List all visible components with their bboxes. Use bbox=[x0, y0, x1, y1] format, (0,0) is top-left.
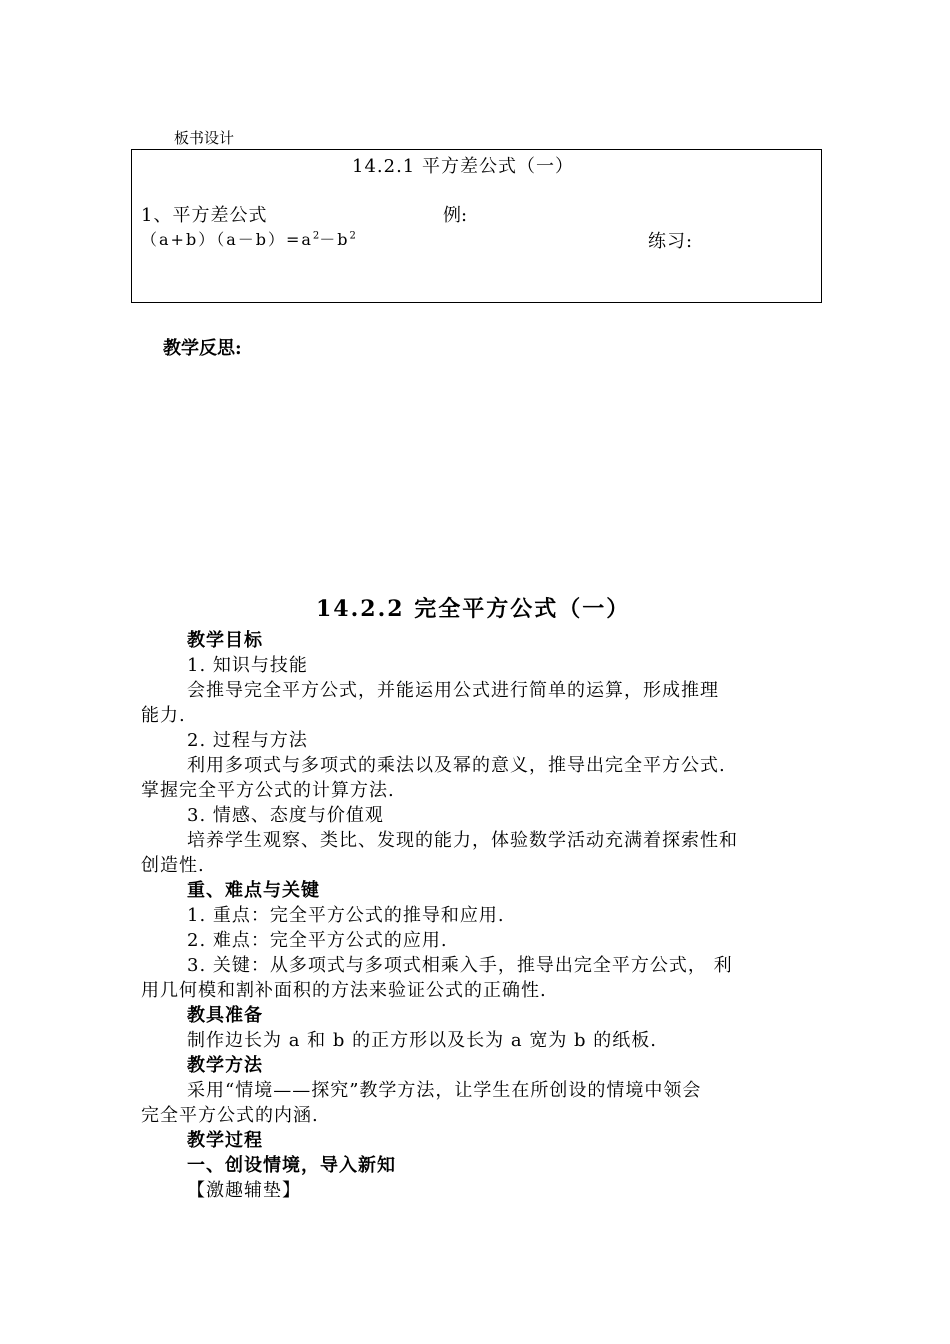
board-practice-label: 练习: bbox=[648, 231, 694, 252]
paragraph-line: 制作边长为 a 和 b 的正方形以及长为 a 宽为 b 的纸板. bbox=[187, 1030, 658, 1051]
list-item: 3. 关键：从多项式与多项式相乘入手，推导出完全平方公式， 利 bbox=[187, 955, 733, 976]
bracket-heading: 【激趣辅垫】 bbox=[187, 1180, 301, 1201]
section-heading: 教具准备 bbox=[187, 1005, 263, 1026]
paragraph-line: 培养学生观察、类比、发现的能力，体验数学活动充满着探索性和 bbox=[187, 830, 738, 851]
lesson-title: 14.2.2 完全平方公式（一） bbox=[316, 596, 631, 622]
board-title: 14.2.1 平方差公式（一） bbox=[352, 156, 574, 177]
paragraph-line: 用几何模和割补面积的方法来验证公式的正确性. bbox=[141, 980, 547, 1001]
paragraph-line: 会推导完全平方公式，并能运用公式进行简单的运算，形成推理 bbox=[187, 680, 719, 701]
paragraph-line: 创造性. bbox=[141, 855, 205, 876]
paragraph-line: 利用多项式与多项式的乘法以及幂的意义，推导出完全平方公式. bbox=[187, 755, 726, 776]
subsection-heading: 3. 情感、态度与价值观 bbox=[187, 805, 384, 826]
teaching-reflection-heading: 教学反思: bbox=[163, 338, 242, 359]
paragraph-line: 掌握完全平方公式的计算方法. bbox=[141, 780, 395, 801]
subsection-heading: 2. 过程与方法 bbox=[187, 730, 308, 751]
section-heading: 重、难点与关键 bbox=[187, 880, 320, 901]
section-heading: 一、创设情境，导入新知 bbox=[187, 1155, 396, 1176]
section-heading: 教学目标 bbox=[187, 630, 263, 651]
section-heading: 教学方法 bbox=[187, 1055, 263, 1076]
formula-exponent-1: 2 bbox=[312, 230, 320, 242]
list-item: 2. 难点：完全平方公式的应用. bbox=[187, 930, 448, 951]
section-heading: 教学过程 bbox=[187, 1130, 263, 1151]
formula-main: （a+b）（a－b）=a bbox=[141, 230, 313, 249]
board-formula bbox=[141, 227, 356, 250]
paragraph-line: 完全平方公式的内涵. bbox=[141, 1105, 319, 1126]
board-example-label: 例: bbox=[443, 205, 468, 226]
paragraph-line: 采用“情境——探究”教学方法，让学生在所创设的情境中领会 bbox=[187, 1080, 702, 1101]
board-design-label: 板书设计 bbox=[174, 129, 235, 147]
paragraph-line: 能力. bbox=[141, 705, 186, 726]
formula-mid: －b bbox=[319, 230, 350, 249]
list-item: 1. 重点：完全平方公式的推导和应用. bbox=[187, 905, 505, 926]
formula-exponent-2: 2 bbox=[349, 230, 356, 242]
subsection-heading: 1. 知识与技能 bbox=[187, 655, 308, 676]
board-item-1: 1、平方差公式 bbox=[141, 205, 268, 226]
